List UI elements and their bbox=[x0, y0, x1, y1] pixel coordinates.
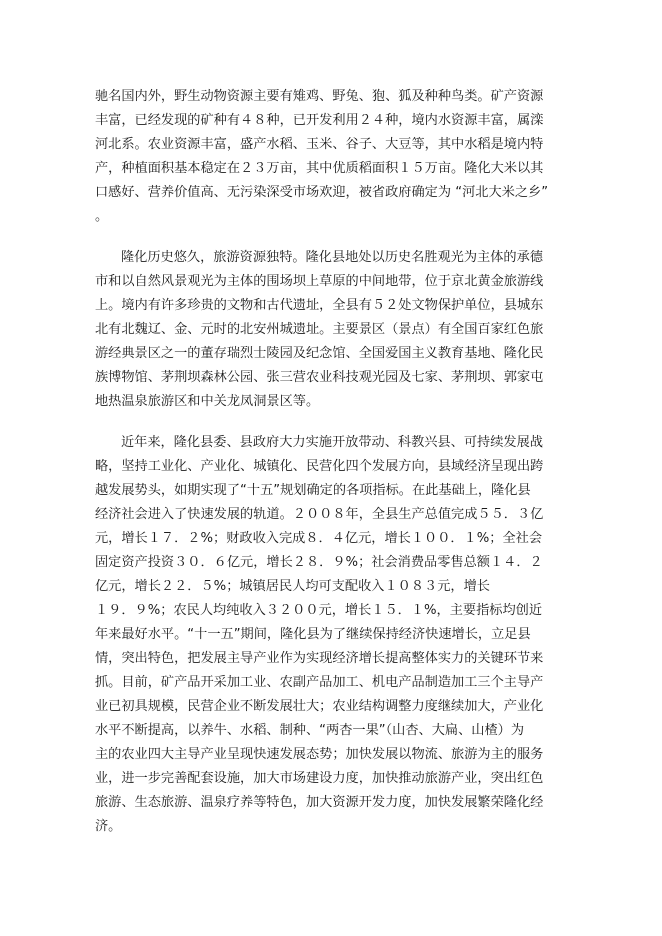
text-line: 产，种植面积基本稳定在２３万亩，其中优质稻面积１５万亩。隆化大米以其 bbox=[95, 161, 544, 176]
text-line: 北有北魏辽、金、元时的北安州城遗址。主要景区（景点）有全国百家红色旅 bbox=[95, 322, 544, 337]
text-line: 元，增长１７．２%；财政收入完成８．４亿元，增长１００．１%；全社会 bbox=[95, 531, 543, 546]
text-line: 济。 bbox=[95, 819, 122, 834]
text-line: 口感好、营养价值高、无污染深受市场欢迎，被省政府确定为 “河北大米之乡” bbox=[95, 185, 549, 200]
text-line: 主的农业四大主导产业呈现快速发展态势；加快发展以物流、旅游为主的服务 bbox=[95, 747, 544, 762]
text-line: 旅游、生态旅游、温泉疗养等特色，加大资源开发力度，加快发展繁荣隆化经 bbox=[95, 795, 544, 810]
text-line: 。 bbox=[95, 209, 109, 224]
text-line: 地热温泉旅游区和中关龙凤洞景区等。 bbox=[95, 394, 320, 409]
text-line: 水平不断提高，以养牛、水稻、制种、“两杏一果”（山杏、大扁、山楂）为 bbox=[95, 723, 525, 738]
text-line: 情，突出特色，把发展主导产业作为实现经济增长提高整体实力的关键环节来 bbox=[95, 651, 544, 666]
text-line: 河北系。农业资源丰富，盛产水稻、玉米、谷子、大豆等，其中水稻是境内特 bbox=[95, 137, 544, 152]
text-line: 丰富，已经发现的矿种有４８种，已开发利用２４种，境内水资源丰富，属滦 bbox=[95, 113, 544, 128]
text-line: 业，进一步完善配套设施，加大市场建设力度，加快推动旅游产业，突出红色 bbox=[95, 771, 544, 786]
text-line: 市和以自然风景观光为主体的围场坝上草原的中间地带，位于京北黄金旅游线 bbox=[95, 274, 544, 289]
text-line: 固定资产投资３０．６亿元，增长２８．９%；社会消费品零售总额１４．２ bbox=[95, 555, 543, 570]
text-line: 族博物馆、茅荆坝森林公园、张三营农业科技观光园及七家、茅荆坝、郭家屯 bbox=[95, 370, 544, 385]
text-line: 经济社会进入了快速发展的轨道。２００８年，全县生产总值完成５５．３亿 bbox=[95, 507, 544, 522]
text-line: 隆化历史悠久，旅游资源独特。隆化县地处以历史名胜观光为主体的承德 bbox=[121, 250, 543, 265]
text-line: 越发展势头，如期实现了“十五”规划确定的各项指标。在此基础上，隆化县 bbox=[95, 483, 531, 498]
text-line: 亿元，增长２２．５%；城镇居民人均可支配收入１０８３元，增长 bbox=[95, 579, 490, 594]
text-line: 游经典景区之一的董存瑞烈士陵园及纪念馆、全国爱国主义教育基地、隆化民 bbox=[95, 346, 544, 361]
text-line: 业已初具规模，民营企业不断发展壮大；农业结构调整力度继续加大，产业化 bbox=[95, 699, 544, 714]
text-line: 上。境内有许多珍贵的文物和古代遗址，全县有５２处文物保护单位，县城东 bbox=[95, 298, 544, 313]
text-line: 抓。目前，矿产品开采加工业、农副产品加工、机电产品制造加工三个主导产 bbox=[95, 675, 544, 690]
text-line: 近年来，隆化县委、县政府大力实施开放带动、科教兴县、可持续发展战 bbox=[121, 435, 543, 450]
text-line: 略，坚持工业化、产业化、城镇化、民营化四个发展方向，县域经济呈现出跨 bbox=[95, 459, 544, 474]
text-line: 驰名国内外，野生动物资源主要有雉鸡、野兔、狍、狐及种种鸟类。矿产资源 bbox=[95, 89, 544, 104]
text-line: １９．９%；农民人均纯收入３２００元，增长１５．１%，主要指标均创近 bbox=[95, 603, 543, 618]
text-line: 年来最好水平。“十一五”期间，隆化县为了继续保持经济快速增长，立足县 bbox=[95, 627, 531, 642]
